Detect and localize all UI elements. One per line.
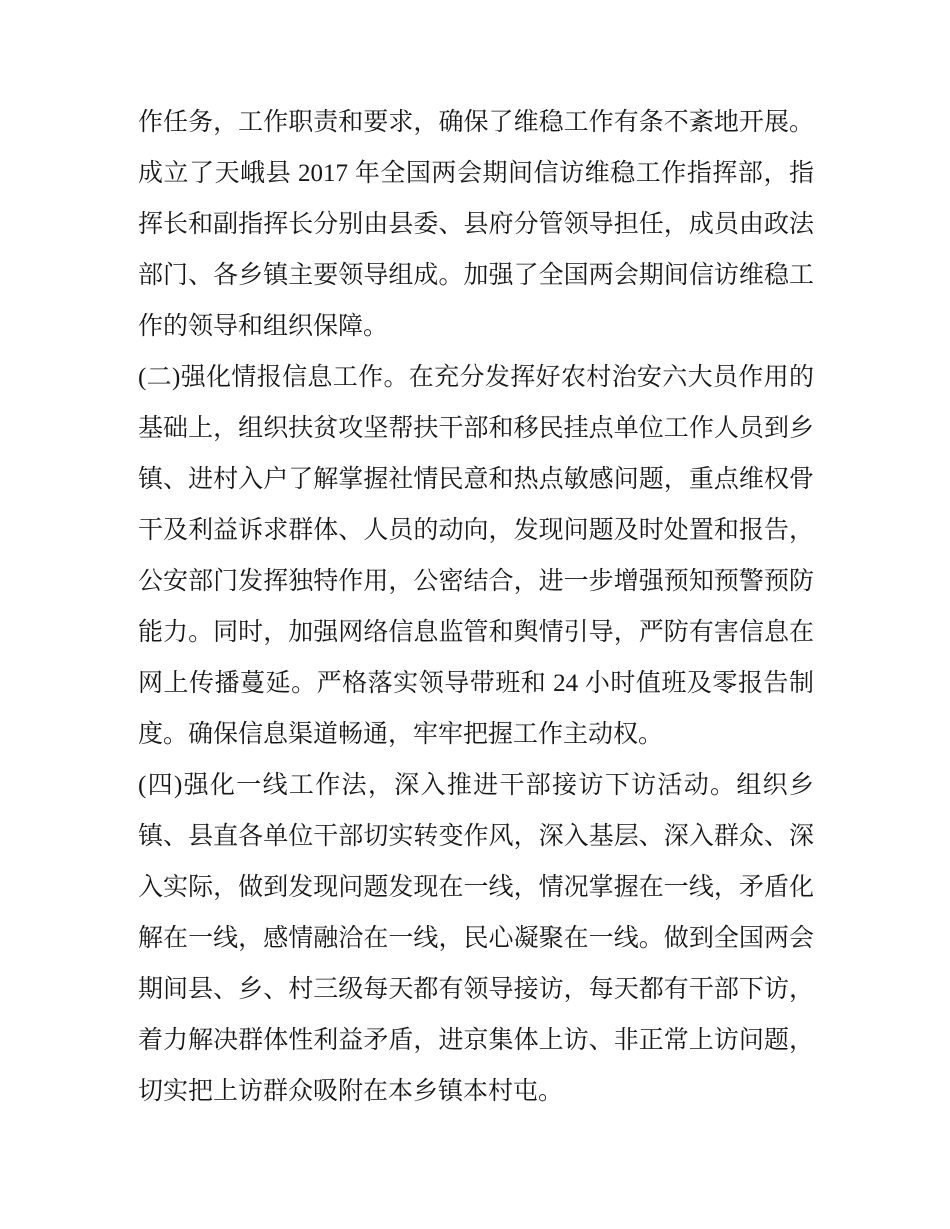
document-line: 能力。同时，加强网络信息监管和舆情引导，严防有害信息在 [138, 619, 814, 646]
document-line: 着力解决群体性利益矛盾，进京集体上访、非正常上访问题， [138, 1027, 814, 1054]
document-line: (二)强化情报信息工作。在充分发挥好农村治安六大员作用的 [138, 364, 814, 391]
document-line: 解在一线，感情融洽在一线，民心凝聚在一线。做到全国两会 [138, 925, 814, 952]
document-line: 镇、进村入户了解掌握社情民意和热点敏感问题，重点维权骨 [138, 466, 814, 493]
document-line-paragraph-end: 切实把上访群众吸附在本乡镇本村屯。 [138, 1078, 564, 1105]
document-line: 作任务，工作职责和要求，确保了维稳工作有条不紊地开展。 [138, 109, 814, 136]
document-line: 部门、各乡镇主要领导组成。加强了全国两会期间信访维稳工 [138, 262, 814, 289]
document-line: 网上传播蔓延。严格落实领导带班和 24 小时值班及零报告制 [138, 670, 814, 697]
document-line: 成立了天峨县 2017 年全国两会期间信访维稳工作指挥部，指 [138, 160, 814, 187]
document-line: 镇、县直各单位干部切实转变作风，深入基层、深入群众、深 [138, 823, 814, 850]
document-line: 公安部门发挥独特作用，公密结合，进一步增强预知预警预防 [138, 568, 814, 595]
document-text-block [138, 97, 814, 1117]
document-line-paragraph-end: 度。确保信息渠道畅通，牢牢把握工作主动权。 [138, 721, 664, 748]
document-line: 挥长和副指挥长分别由县委、县府分管领导担任，成员由政法 [138, 211, 814, 238]
document-line: 入实际，做到发现问题发现在一线，情况掌握在一线，矛盾化 [138, 874, 814, 901]
document-line: 基础上，组织扶贫攻坚帮扶干部和移民挂点单位工作人员到乡 [138, 415, 814, 442]
document-line: 期间县、乡、村三级每天都有领导接访，每天都有干部下访， [138, 976, 814, 1003]
document-line: (四)强化一线工作法，深入推进干部接访下访活动。组织乡 [138, 772, 814, 799]
document-line: 干及利益诉求群体、人员的动向，发现问题及时处置和报告， [138, 517, 814, 544]
document-line-paragraph-end: 作的领导和组织保障。 [138, 313, 389, 340]
